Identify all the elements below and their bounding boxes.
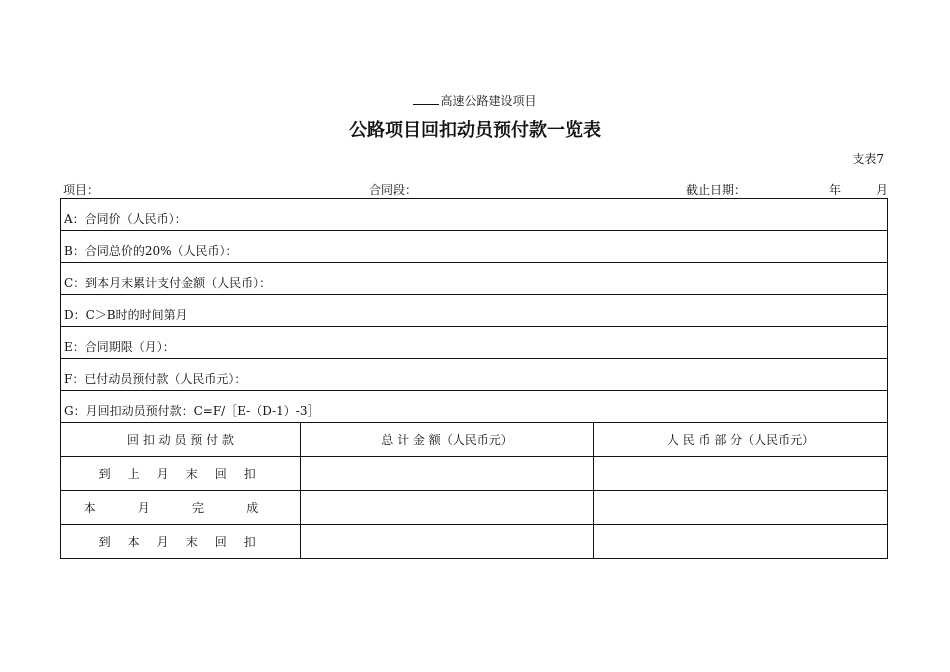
row-label-prev-month: 到 上 月 末 回 扣	[61, 457, 301, 491]
table-row	[61, 327, 888, 359]
table-cell[interactable]	[301, 525, 594, 559]
row-d-month: D：C＞B时的时间第月	[61, 295, 888, 327]
month-label: 月	[876, 183, 889, 197]
row-f-paid-advance: F：已付动员预付款（人民币元）：	[61, 359, 888, 391]
table-row	[61, 231, 888, 263]
col-header-total: 总 计 金 额（人民币元）	[301, 423, 594, 457]
year-label: 年	[829, 183, 842, 197]
table-row	[61, 263, 888, 295]
table-row	[61, 295, 888, 327]
table-cell[interactable]	[301, 491, 594, 525]
row-label-this-month-end: 到 本 月 末 回 扣	[61, 525, 301, 559]
table-row	[61, 391, 888, 423]
table-cell[interactable]	[594, 491, 888, 525]
col-header-rmb: 人 民 币 部 分（人民币元）	[594, 423, 888, 457]
table-row	[61, 457, 888, 491]
table-cell[interactable]	[594, 525, 888, 559]
subtitle-text: 高速公路建设项目	[440, 94, 537, 108]
project-subtitle	[0, 92, 950, 109]
table-row	[61, 525, 888, 559]
col-header-deduction: 回 扣 动 员 预 付 款	[61, 423, 301, 457]
doc-number: 支表7	[852, 152, 884, 166]
table-row	[61, 491, 888, 525]
row-b-20-percent: B：合同总价的20%（人民币）：	[61, 231, 888, 263]
section-label: 合同段：	[369, 183, 418, 197]
row-label-this-month: 本 月 完 成	[61, 491, 301, 525]
row-g-monthly-deduction: G：月回扣动员预付款：C=F/［E-（D-1）-3］	[61, 391, 888, 423]
date-label: 截止日期：	[686, 183, 747, 197]
table-cell[interactable]	[594, 457, 888, 491]
project-label: 项目：	[63, 183, 100, 197]
table-row	[61, 359, 888, 391]
row-e-contract-period: E：合同期限（月）：	[61, 327, 888, 359]
name-blank	[413, 94, 439, 105]
row-a-contract-price: A：合同价（人民币）：	[61, 199, 888, 231]
advance-payment-table	[60, 198, 888, 559]
table-row	[61, 199, 888, 231]
table-header-row	[61, 423, 888, 457]
row-c-cumulative-paid: C：到本月末累计支付金额（人民币）：	[61, 263, 888, 295]
page-title: 公路项目回扣动员预付款一览表	[349, 120, 601, 141]
table-cell[interactable]	[301, 457, 594, 491]
